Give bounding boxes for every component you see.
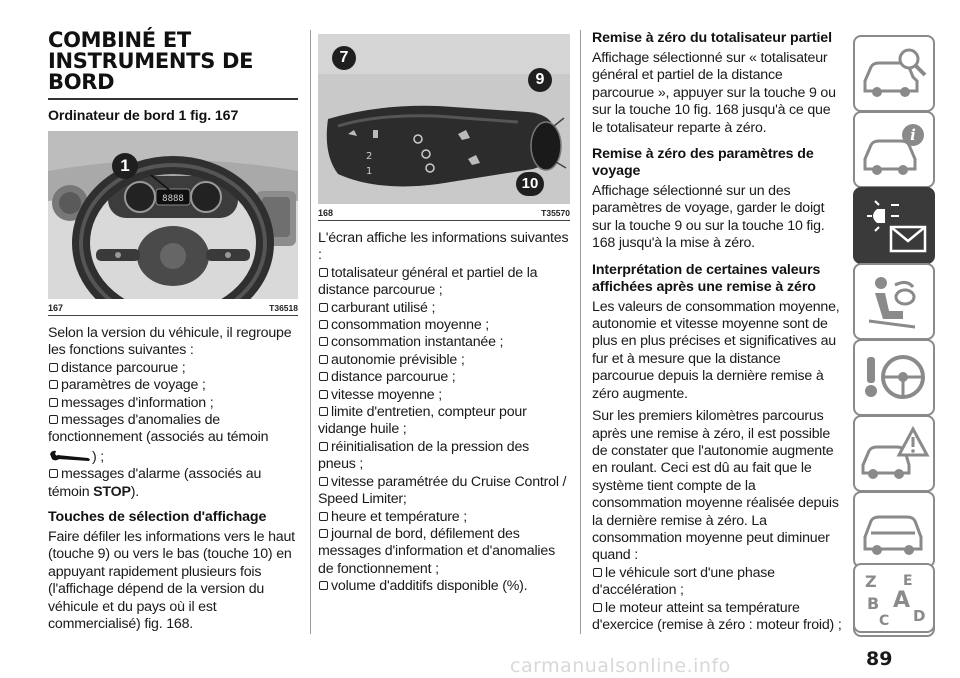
figure-167-caption <box>48 299 298 316</box>
column-middle <box>318 34 570 596</box>
watermark: carmanualsonline.info <box>510 655 731 677</box>
column-right <box>592 30 842 634</box>
subhead-voyage: Remise à zéro des paramètres de voyage <box>592 146 814 180</box>
list-item: distance parcourue ; <box>48 360 298 377</box>
checkbox-bullet-icon <box>319 372 328 381</box>
svg-text:B: B <box>867 594 880 613</box>
car-warning-icon <box>855 417 933 490</box>
tab-alphabet-index[interactable] <box>853 563 935 633</box>
list-item: journal de bord, défilement des messages d'information et d'anomalies de fonctionnement ; <box>318 525 555 577</box>
tab-key-steering[interactable] <box>853 339 935 416</box>
checkbox-bullet-icon <box>319 529 328 538</box>
list-item: messages d'information ; <box>48 395 298 412</box>
list-item: réinitialisation de la pression des pneus ; <box>318 438 530 473</box>
tab-car-warning[interactable] <box>853 415 935 492</box>
svg-text:A: A <box>893 588 911 613</box>
tab-car-info[interactable] <box>853 111 935 188</box>
list-item: limite d'entretien, compteur pour vidange huile ; <box>318 404 527 438</box>
tab-car-service[interactable] <box>853 491 935 568</box>
list-item: messages d'anomalies de fonctionnement (associés au témoin <box>48 412 269 446</box>
checkbox-bullet-icon <box>49 469 58 478</box>
checkbox-bullet-icon <box>319 390 328 399</box>
figure-number: 167 <box>48 303 64 313</box>
callout-10: 10 <box>516 172 544 196</box>
title-rule <box>48 98 298 100</box>
svg-text:1: 1 <box>366 166 373 177</box>
figure-ref: T35570 <box>541 208 570 218</box>
figure-168 <box>318 34 570 204</box>
checkbox-bullet-icon <box>319 355 328 364</box>
checkbox-bullet-icon <box>319 581 328 590</box>
checkbox-bullet-icon <box>593 568 602 577</box>
alphabet-index-icon <box>855 565 933 631</box>
subhead-ordinateur: Ordinateur de bord 1 fig. 167 <box>48 108 239 124</box>
svg-text:i: i <box>910 126 916 144</box>
checkbox-bullet-icon <box>319 512 328 521</box>
callout-9: 9 <box>528 68 552 92</box>
wrench-icon <box>48 449 92 463</box>
list-item: consommation moyenne ; <box>318 317 570 334</box>
callout-1: 1 <box>112 153 138 179</box>
checkbox-bullet-icon <box>49 363 58 372</box>
list-item: le moteur atteint sa température d'exercice (remise à zéro : moteur froid) ; <box>592 599 842 633</box>
list-item: messages d'alarme (associés au témoin STOP). <box>48 466 262 500</box>
interpretation-text-1: Les valeurs de consommation moyenne, autonomie et vitesse moyenne sont de plus en plus précises et significatives au fur et à mesure que la distance parcourue depuis la dernière remise à zéro augmente. <box>592 298 840 402</box>
tab-dashboard-lights[interactable] <box>853 187 935 264</box>
list-item: vitesse paramétrée du Cruise Control / Speed Limiter; <box>318 473 567 508</box>
key-steering-icon <box>855 341 933 414</box>
figure-number: 168 <box>318 208 334 218</box>
stop-label: STOP <box>93 483 131 500</box>
list-item: volume d'additifs disponible (%). <box>318 578 570 595</box>
checkbox-bullet-icon <box>319 442 328 451</box>
list-item: ) ; <box>48 447 298 466</box>
subhead-touches: Touches de sélection d'affichage <box>48 509 267 526</box>
checkbox-bullet-icon <box>319 320 328 329</box>
checkbox-bullet-icon <box>49 415 58 424</box>
checkbox-bullet-icon <box>319 407 328 416</box>
page-title: COMBINÉ ET INSTRUMENTS DE BORD <box>48 28 254 94</box>
list-item: consommation instantanée ; <box>318 334 570 351</box>
checkbox-bullet-icon <box>49 398 58 407</box>
checkbox-bullet-icon <box>319 477 328 486</box>
tab-airbag-seat[interactable] <box>853 263 935 340</box>
interpretation-text-2: Sur les premiers kilomètres parcourus après une remise à zéro, il est possible de constater que l'autonomie augmente en roulant. Ceci est dû au fait que le système tient compte de la consommation moyenne réalisée depuis la dernière remise à zéro. La consommation moyenne peut diminuer quand : <box>592 408 839 564</box>
dashboard-lights-icon <box>855 189 933 262</box>
checkbox-bullet-icon <box>319 303 328 312</box>
callout-7: 7 <box>332 46 356 70</box>
figure-ref: T36518 <box>269 303 298 313</box>
car-service-icon <box>855 493 933 566</box>
page-number: 89 <box>866 648 893 670</box>
list-item: distance parcourue ; <box>318 369 570 386</box>
dashboard-illustration <box>48 131 298 299</box>
list-item: totalisateur général et partiel de la distance parcourue ; <box>318 264 538 299</box>
svg-text:C: C <box>879 613 890 629</box>
touches-text: Faire défiler les informations vers le haut (touche 9) ou vers le bas (touche 10) en appuyant rapidement plusieurs fois (l'affichage dépend de la version du véhicule et du pays où il est commercialisé) fig. 168. <box>48 529 295 633</box>
svg-text:Z: Z <box>865 572 877 591</box>
checkbox-bullet-icon <box>593 603 602 612</box>
intro-text: L'écran affiche les informations suivantes : <box>318 230 569 264</box>
partiel-text: Affichage sélectionné sur « totalisateur général et partiel de la distance parcourue », appuyer sur la touche 9 ou sur la touche 10 fig. 168 jusqu'à ce que le totalisateur reparte à zéro. <box>592 50 836 136</box>
list-item: vitesse moyenne ; <box>318 387 570 404</box>
figure-168-caption <box>318 204 570 221</box>
car-search-icon <box>855 37 933 110</box>
checkbox-bullet-icon <box>49 380 58 389</box>
subhead-partiel: Remise à zéro du totalisateur partiel <box>592 30 832 46</box>
list-item: paramètres de voyage ; <box>48 377 298 394</box>
svg-text:2: 2 <box>366 151 373 162</box>
car-info-icon <box>855 113 933 186</box>
tab-car-search[interactable] <box>853 35 935 112</box>
list-item: heure et température ; <box>318 509 570 526</box>
column-divider <box>310 30 311 634</box>
column-divider <box>580 30 581 634</box>
voyage-text: Affichage sélectionné sur un des paramètres de voyage, garder le doigt sur la touche 9 ou sur la touche 10 fig. 168 jusqu'à la mise à zéro. <box>592 183 825 252</box>
checkbox-bullet-icon <box>319 268 328 277</box>
subhead-interpretation: Interprétation de certaines valeurs affichées après une remise à zéro <box>592 261 821 295</box>
column-left <box>48 30 298 634</box>
svg-text:E: E <box>903 573 913 589</box>
figure-167 <box>48 131 298 299</box>
airbag-seat-icon <box>855 265 933 338</box>
list-item: le véhicule sort d'une phase d'accélération ; <box>592 564 775 599</box>
svg-text:8888: 8888 <box>162 194 184 204</box>
intro-text: Selon la version du véhicule, il regroupe les fonctions suivantes : <box>48 325 292 359</box>
list-item: carburant utilisé ; <box>318 300 570 317</box>
svg-text:D: D <box>913 607 926 625</box>
checkbox-bullet-icon <box>319 337 328 346</box>
list-item: autonomie prévisible ; <box>318 352 570 369</box>
